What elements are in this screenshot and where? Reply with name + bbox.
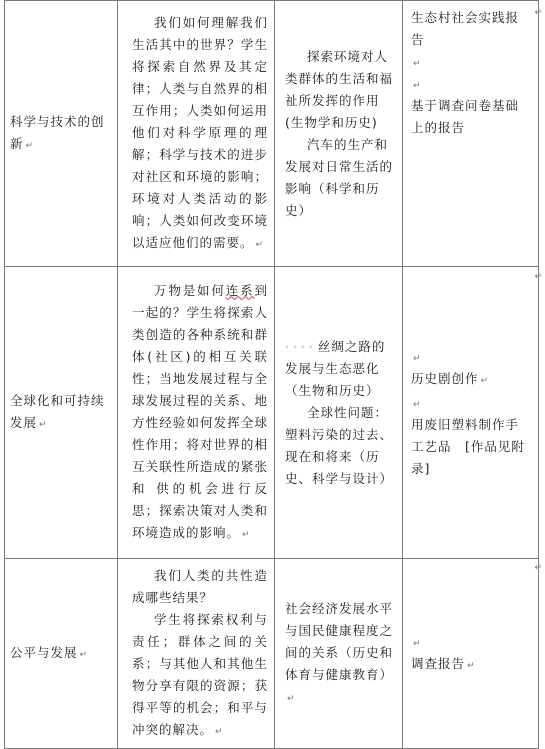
paragraph-mark-icon: ↵ [287, 693, 295, 704]
question-cell [118, 267, 275, 559]
paragraph-mark-icon: ↵ [242, 529, 250, 540]
course-text: 丝绸之路的发展与生态恶化（生物和历史） [285, 338, 386, 398]
paragraph-mark-icon: ↵ [39, 419, 47, 430]
practice-text: 调查报告 [411, 655, 466, 671]
theme-text: 科学与技术的创新 [10, 113, 105, 151]
question-cell [118, 1, 275, 267]
paragraph-mark-icon: ↵ [413, 59, 421, 69]
table-row [5, 559, 539, 749]
theme-text: 公平与发展 [10, 644, 78, 660]
course-cell [275, 267, 403, 559]
theme-cell [5, 1, 118, 267]
paragraph-mark-icon: ↵ [413, 638, 421, 649]
practice-text: 基于调查问卷基础上的报告 [411, 98, 520, 135]
course-cell [275, 559, 403, 749]
paragraph-mark-icon: ↵ [534, 8, 542, 18]
practice-cell [403, 559, 539, 749]
paragraph-mark-icon: ↵ [79, 649, 88, 660]
course-text: 社会经济发展水平与国民健康程度之间的关系（历史和体育与健康教育） [285, 600, 394, 682]
question-text: 我们如何理解我们生活其中的世界？学生将探索自然界及其定律；人类与自然界的相互作用；人类如何运用他们对科学原理的理解；科学与技术的进步对社区和环境的影响；环境对人类活动的影响；人类如何改变环境以适应他们的需要。 [132, 14, 268, 250]
table-row [5, 267, 539, 559]
spellcheck-underlined-word: 连系 [225, 282, 255, 298]
paragraph-mark-icon: ↵ [480, 375, 489, 386]
course-text: 全球性问题：塑料污染的过去、现在和将来（历史、科学与设计） [285, 404, 394, 486]
question-text: 学生将探索权利与责任；群体之间的关系；与其他人和其他生物分享有限的资源；获得平等的机会；和平与冲突的解决。 [132, 611, 268, 737]
paragraph-mark-icon: ↵ [25, 140, 34, 151]
question-text: 万物是如何 [154, 282, 226, 298]
practice-cell [403, 1, 539, 267]
question-cell [118, 559, 275, 749]
course-text: 汽车的生产和发展对日常生活的影响（科学和历史） [285, 136, 394, 218]
theme-cell [5, 559, 118, 749]
curriculum-table [4, 0, 539, 749]
course-text: 探索环境对人类群体的生活和福祉所发挥的作用(生物学和历史) [285, 48, 394, 130]
theme-cell [5, 267, 118, 559]
paragraph-mark-icon: ↵ [467, 660, 475, 671]
practice-text: 历史剧创作 [411, 370, 479, 386]
paragraph-mark-icon: ↵ [413, 353, 421, 364]
table-row [5, 1, 539, 267]
paragraph-mark-icon: ↵ [534, 272, 542, 282]
paragraph-mark-icon: ↵ [215, 726, 223, 737]
practice-text: 用废旧塑料制作手工艺品 [作品见附录] [411, 416, 525, 476]
course-cell [275, 1, 403, 267]
practice-text: 生态村社会实践报告 [411, 10, 520, 47]
question-text: 到一起的？学生将探索人类创造的各种系统和群体(社区)的相互关联性；当地发展过程与全球发展过程的关系、地方性经验如何发挥全球性作用；将对世界的相互关联性所造成的紧张和 供的机会进行反思；探索决策对人类和环境造成的影响。 [132, 282, 268, 540]
paragraph-mark-icon: ↵ [534, 563, 542, 573]
leader-dots: · · · · [285, 338, 313, 354]
practice-cell [403, 267, 539, 559]
paragraph-mark-icon: ↵ [413, 81, 421, 91]
paragraph-mark-icon: ↵ [413, 399, 421, 410]
question-text: 我们人类的共性造成哪些结果？ [132, 567, 268, 605]
theme-text: 全球化和可持续发展 [10, 392, 105, 430]
paragraph-mark-icon: ↵ [255, 239, 264, 250]
